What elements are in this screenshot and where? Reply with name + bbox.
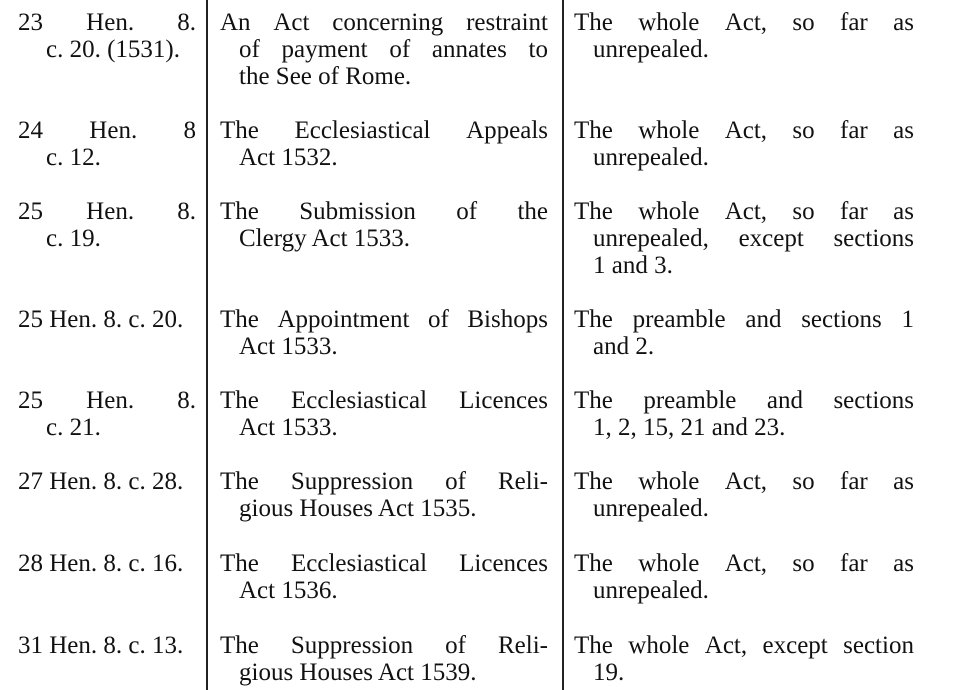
extent-cell-line: unrepealed.	[593, 36, 709, 63]
title-cell	[220, 632, 548, 686]
title-cell-line: The Ecclesiastical Licences	[220, 550, 548, 577]
extent-cell-line: 1, 2, 15, 21 and 23.	[593, 414, 786, 441]
chapter-cell	[18, 550, 196, 577]
chapter-cell-line: 25 Hen. 8. c. 20.	[18, 306, 184, 333]
title-cell-line: Clergy Act 1533.	[239, 225, 411, 252]
extent-cell-line: The whole Act, so far as	[574, 117, 914, 144]
extent-cell-line: The whole Act, so far as	[574, 550, 914, 577]
title-cell-line: The Submission of the	[220, 198, 548, 225]
extent-cell	[574, 9, 914, 63]
chapter-cell-line: 27 Hen. 8. c. 28.	[18, 468, 184, 495]
extent-cell-line: The whole Act, so far as	[574, 468, 914, 495]
extent-cell-line: and 2.	[593, 333, 655, 360]
title-cell-line: Act 1533.	[239, 414, 338, 441]
chapter-cell-line: 23 Hen. 8.	[18, 9, 196, 36]
title-cell-line: The Ecclesiastical Appeals	[220, 117, 548, 144]
column-divider-right	[562, 0, 564, 690]
title-cell	[220, 550, 548, 604]
extent-cell-line: unrepealed, except sections	[593, 225, 914, 252]
extent-cell	[574, 468, 914, 522]
title-cell	[220, 117, 548, 171]
title-cell-line: The Suppression of Reli-	[220, 632, 548, 659]
chapter-cell-line: 25 Hen. 8.	[18, 198, 196, 225]
chapter-cell	[18, 117, 196, 171]
chapter-cell	[18, 9, 196, 63]
extent-cell	[574, 198, 914, 279]
chapter-cell	[18, 387, 196, 441]
extent-cell	[574, 387, 914, 441]
extent-cell	[574, 117, 914, 171]
chapter-cell-line: 24 Hen. 8	[18, 117, 196, 144]
title-cell-line: The Appointment of Bishops	[220, 306, 548, 333]
chapter-cell	[18, 632, 196, 659]
extent-cell	[574, 550, 914, 604]
extent-cell-line: 1 and 3.	[593, 252, 673, 279]
extent-cell	[574, 632, 914, 686]
title-cell	[220, 198, 548, 252]
title-cell-line: Act 1536.	[239, 577, 338, 604]
chapter-cell-line: c. 19.	[46, 225, 101, 252]
extent-cell-line: unrepealed.	[593, 144, 709, 171]
extent-cell-line: The whole Act, except section	[574, 632, 914, 659]
title-cell	[220, 387, 548, 441]
title-cell-line: of payment of annates to	[239, 36, 548, 63]
chapter-cell-line: c. 12.	[46, 144, 101, 171]
extent-cell-line: The preamble and sections	[574, 387, 914, 414]
title-cell-line: the See of Rome.	[239, 63, 412, 90]
title-cell	[220, 468, 548, 522]
title-cell-line: gious Houses Act 1535.	[239, 495, 477, 522]
extent-cell-line: unrepealed.	[593, 495, 709, 522]
title-cell-line: The Ecclesiastical Licences	[220, 387, 548, 414]
title-cell-line: The Suppression of Reli-	[220, 468, 548, 495]
title-cell	[220, 306, 548, 360]
chapter-cell	[18, 306, 196, 333]
title-cell-line: Act 1532.	[239, 144, 338, 171]
title-cell-line: gious Houses Act 1539.	[239, 659, 477, 686]
chapter-cell-line: 25 Hen. 8.	[18, 387, 196, 414]
extent-cell-line: The whole Act, so far as	[574, 9, 914, 36]
chapter-cell	[18, 198, 196, 252]
title-cell	[220, 9, 548, 90]
extent-cell-line: The whole Act, so far as	[574, 198, 914, 225]
column-divider-left	[206, 0, 208, 690]
chapter-cell	[18, 468, 196, 495]
title-cell-line: Act 1533.	[239, 333, 338, 360]
extent-cell-line: The preamble and sections 1	[574, 306, 914, 333]
title-cell-line: An Act concerning restraint	[220, 9, 548, 36]
chapter-cell-line: c. 20. (1531).	[46, 36, 180, 63]
extent-cell-line: unrepealed.	[593, 577, 709, 604]
chapter-cell-line: 31 Hen. 8. c. 13.	[18, 632, 184, 659]
chapter-cell-line: c. 21.	[46, 414, 101, 441]
chapter-cell-line: 28 Hen. 8. c. 16.	[18, 550, 184, 577]
extent-cell-line: 19.	[593, 659, 625, 686]
extent-cell	[574, 306, 914, 360]
